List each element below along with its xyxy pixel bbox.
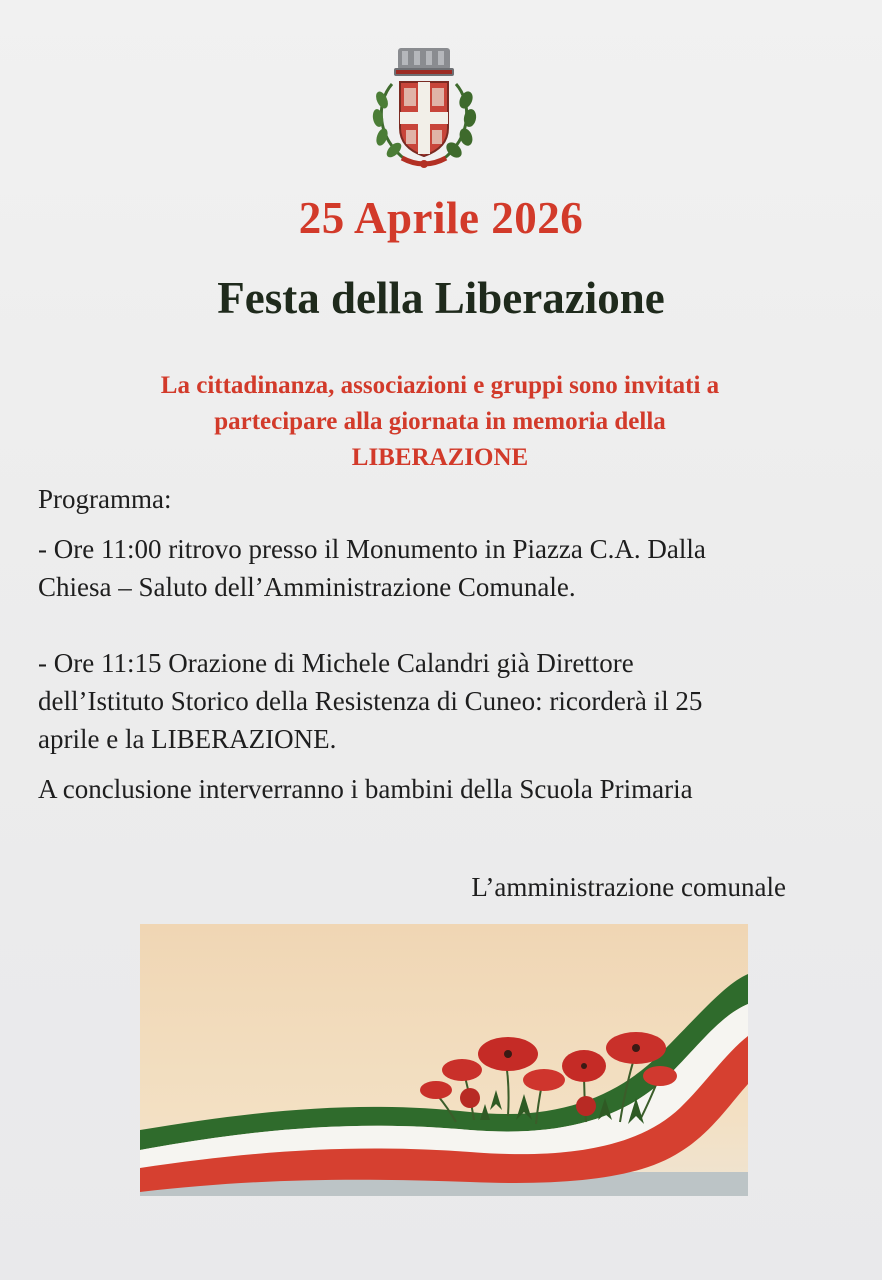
- program-line: aprile e la LIBERAZIONE.: [38, 724, 337, 754]
- invitation-text: [60, 368, 820, 476]
- crown-icon: [394, 48, 454, 76]
- program-heading: Programma:: [38, 484, 172, 514]
- invitation-line: La cittadinanza, associazioni e gruppi sono invitati a: [160, 372, 720, 399]
- page-title: Festa della Liberazione: [217, 273, 665, 323]
- program-line: - Ore 11:00 ritrovo presso il Monumento in Piazza C.A. Dalla: [38, 534, 706, 564]
- program-item-2: [38, 644, 702, 758]
- event-date: 25 Aprile 2026: [298, 193, 584, 243]
- coat-of-arms-icon: [362, 42, 486, 182]
- program-line: Chiesa – Saluto dell’Amministrazione Comunale.: [38, 572, 576, 602]
- signature: L’amministrazione comunale: [471, 872, 786, 902]
- program-item-1: [38, 530, 706, 606]
- poppies-flag-illustration: [140, 924, 748, 1196]
- program-line: - Ore 11:15 Orazione di Michele Calandri già Direttore: [38, 648, 634, 678]
- program-line: dell’Istituto Storico della Resistenza di Cuneo: ricorderà il 25: [38, 686, 703, 716]
- conclusion-text: A conclusione interverranno i bambini della Scuola Primaria: [38, 774, 693, 804]
- invitation-line: partecipare alla giornata in memoria della: [214, 408, 666, 435]
- invitation-line: LIBERAZIONE: [351, 444, 529, 471]
